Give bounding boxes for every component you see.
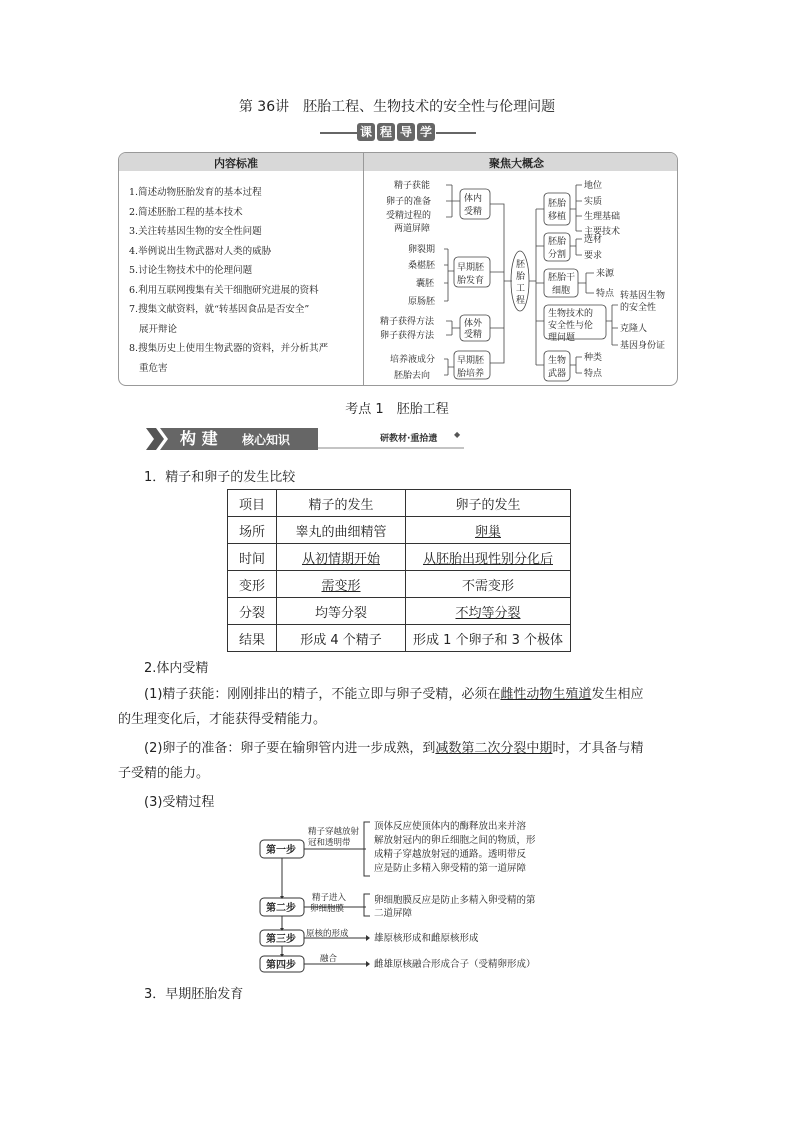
- map-item: 地位: [584, 181, 603, 191]
- comparison-table: [227, 489, 571, 652]
- arrow-label: 精子进入: [312, 893, 347, 903]
- map-center: 程: [516, 296, 526, 306]
- table-cell: 需变形: [277, 571, 406, 598]
- table-cell: 结果: [228, 625, 277, 652]
- arrow-label: 精子穿越放射: [308, 827, 360, 837]
- map-item: 主要技术: [584, 227, 621, 237]
- step-label: 第二步: [266, 903, 296, 914]
- content-standard-header: 内容标准: [214, 157, 258, 170]
- map-item: 两道屏障: [394, 224, 431, 234]
- standards-list: [129, 183, 359, 378]
- step-text: 二道屏障: [374, 908, 413, 919]
- table-cell: 场所: [228, 517, 277, 544]
- list-item: 2.简述胚胎工程的基本技术: [129, 206, 243, 218]
- banner-char: 程: [377, 123, 395, 141]
- table-header-cell: 精子的发生: [277, 490, 406, 517]
- table-row: [228, 517, 571, 544]
- build-small-text: 核心知识: [242, 433, 291, 447]
- table-cell: 不均等分裂: [406, 598, 571, 625]
- map-item: 精子获得方法: [380, 317, 435, 327]
- map-item: 受精过程的: [386, 211, 432, 221]
- banner-char: 课: [357, 123, 375, 141]
- kaodian-title: 考点 1 胚胎工程: [345, 402, 449, 417]
- table-row: [228, 490, 571, 517]
- list-item: 展开辩论: [139, 323, 178, 335]
- map-group-label: 生物技术的: [548, 309, 594, 319]
- step-text: 解放射冠内的卵丘细胞之间的物质，形: [374, 835, 536, 846]
- map-item: 囊胚: [416, 279, 435, 289]
- fertilization-diagram: [258, 818, 578, 974]
- map-item: 克隆人: [620, 324, 648, 334]
- map-group-label: 胚胎干: [548, 273, 576, 283]
- step-text: 顶体反应使顶体内的酶释放出来并溶: [374, 821, 527, 832]
- map-item: 种类: [584, 353, 603, 363]
- build-big-text: 构 建: [180, 429, 218, 448]
- diamond-icon: ◆: [454, 430, 461, 439]
- map-item: 转基因生物: [620, 291, 666, 301]
- big-concept-header: 聚焦大概念: [489, 157, 544, 170]
- map-item: 培养液成分: [390, 355, 436, 365]
- map-item: 胚胎去向: [394, 371, 431, 381]
- map-center: 胎: [516, 272, 526, 282]
- map-item: 桑椹胚: [408, 261, 436, 271]
- section-heading: 2.体内受精: [144, 661, 209, 676]
- map-group-label: 早期胚: [457, 356, 485, 366]
- standards-header: [119, 153, 677, 171]
- paragraph: (1)精子获能：刚刚排出的精子，不能立即与卵子受精，必须在雌性动物生殖道发生相应 的生理变化后，才能获得受精能力。: [118, 687, 644, 727]
- map-item: 实质: [584, 197, 603, 207]
- list-item: 1.简述动物胚胎发育的基本过程: [129, 187, 262, 198]
- map-group-label: 分割: [548, 250, 567, 260]
- arrow-label: 冠和透明带: [308, 838, 351, 848]
- map-group-label: 胚胎: [548, 237, 567, 247]
- map-group-label: 受精: [464, 207, 483, 217]
- table-cell: 均等分裂: [277, 598, 406, 625]
- list-item: 4.举例说出生物武器对人类的威胁: [129, 245, 272, 257]
- map-group-label: 胚胎: [548, 199, 567, 209]
- map-group-label: 武器: [548, 369, 567, 379]
- list-item: 重危害: [139, 362, 168, 374]
- paragraph: (3)受精过程: [144, 795, 215, 810]
- table-cell: 不需变形: [406, 571, 571, 598]
- map-center: 工: [516, 284, 526, 294]
- map-item: 原肠胚: [408, 297, 436, 307]
- map-item: 来源: [596, 269, 615, 279]
- section-heading: 3．早期胚胎发育: [144, 987, 244, 1002]
- underlined-term: 雌性动物生殖道: [500, 687, 592, 702]
- map-item: 要求: [584, 251, 603, 261]
- map-item: 基因身份证: [620, 341, 666, 351]
- map-group-label: 体内: [464, 194, 483, 204]
- table-cell: 从胚胎出现性别分化后: [406, 544, 571, 571]
- step-text: 卵细胞膜反应是防止多精入卵受精的第: [374, 895, 536, 906]
- map-group-label: 生物: [548, 356, 567, 366]
- table-cell: 变形: [228, 571, 277, 598]
- table-cell: 睾丸的曲细精管: [277, 517, 406, 544]
- table-cell: 卵巢: [406, 517, 571, 544]
- arrow-label: 卵细胞膜: [310, 904, 345, 914]
- step-label: 第四步: [266, 960, 296, 971]
- map-group-label: 受精: [464, 330, 483, 340]
- arrow-label: 融合: [320, 954, 338, 964]
- concept-map: [364, 171, 677, 385]
- map-item: 选材: [584, 235, 603, 245]
- map-group-label: 胎发育: [457, 276, 485, 286]
- section-heading: 1．精子和卵子的发生比较: [144, 470, 296, 485]
- step-label: 第三步: [266, 934, 296, 945]
- table-header-cell: 卵子的发生: [406, 490, 571, 517]
- table-row: [228, 571, 571, 598]
- map-item: 精子获能: [394, 181, 431, 191]
- banner-char: 导: [397, 123, 415, 141]
- step-text: 成精子穿越放射冠的通路。透明带反: [374, 849, 527, 860]
- list-item: 6.利用互联网搜集有关干细胞研究进展的资料: [129, 284, 319, 296]
- banner-char: 学: [417, 123, 435, 141]
- table-row: [228, 625, 571, 652]
- table-cell: 从初情期开始: [277, 544, 406, 571]
- table-row: [228, 598, 571, 625]
- table-cell: 形成 4 个精子: [277, 625, 406, 652]
- map-item: 卵裂期: [408, 245, 436, 255]
- paragraph: (2)卵子的准备：卵子要在输卵管内进一步成熟，到减数第二次分裂中期时，才具备与精 子受精的能力。: [118, 741, 644, 781]
- build-banner: [146, 428, 464, 450]
- table-row: [228, 544, 571, 571]
- map-group-label: 理问题: [548, 333, 576, 343]
- map-item: 生理基础: [584, 212, 621, 222]
- map-group-label: 胎培养: [457, 369, 485, 379]
- list-item: 3.关注转基因生物的安全性问题: [129, 226, 262, 237]
- list-item: 8.搜集历史上使用生物武器的资料，并分析其严: [129, 343, 329, 354]
- step-label: 第一步: [266, 845, 296, 856]
- map-group-label: 早期胚: [457, 263, 485, 273]
- map-group-label: 移植: [548, 212, 567, 222]
- table-cell: 形成 1 个卵子和 3 个极体: [406, 625, 571, 652]
- map-group-label: 安全性与伦: [548, 321, 594, 331]
- build-right-text: 研教材·重拾遗: [380, 434, 438, 444]
- map-group-label: 体外: [464, 319, 483, 329]
- table-cell: 分裂: [228, 598, 277, 625]
- list-item: 5.讨论生物技术中的伦理问题: [129, 265, 253, 276]
- map-item: 特点: [584, 369, 603, 379]
- map-item: 的安全性: [620, 303, 657, 313]
- standards-box: [118, 152, 678, 386]
- step-text: 雌雄原核融合形成合子（受精卵形成）: [374, 959, 536, 970]
- step-text: 应是防止多精入卵受精的第一道屏障: [374, 863, 527, 874]
- map-item: 卵子获得方法: [380, 331, 435, 341]
- table-cell: 时间: [228, 544, 277, 571]
- page-title: 第 36讲 胚胎工程、生物技术的安全性与伦理问题: [238, 99, 556, 115]
- step-text: 雄原核形成和雌原核形成: [374, 933, 479, 944]
- map-item: 卵子的准备: [386, 197, 432, 207]
- map-center: 胚: [516, 260, 526, 270]
- list-item: 7.搜集文献资料，就“转基因食品是否安全”: [129, 304, 310, 315]
- underlined-term: 减数第二次分裂中期: [435, 741, 553, 756]
- table-header-cell: 项目: [228, 490, 277, 517]
- arrow-label: 原核的形成: [306, 929, 349, 939]
- map-group-label: 细胞: [552, 286, 571, 296]
- map-item: 特点: [596, 289, 615, 299]
